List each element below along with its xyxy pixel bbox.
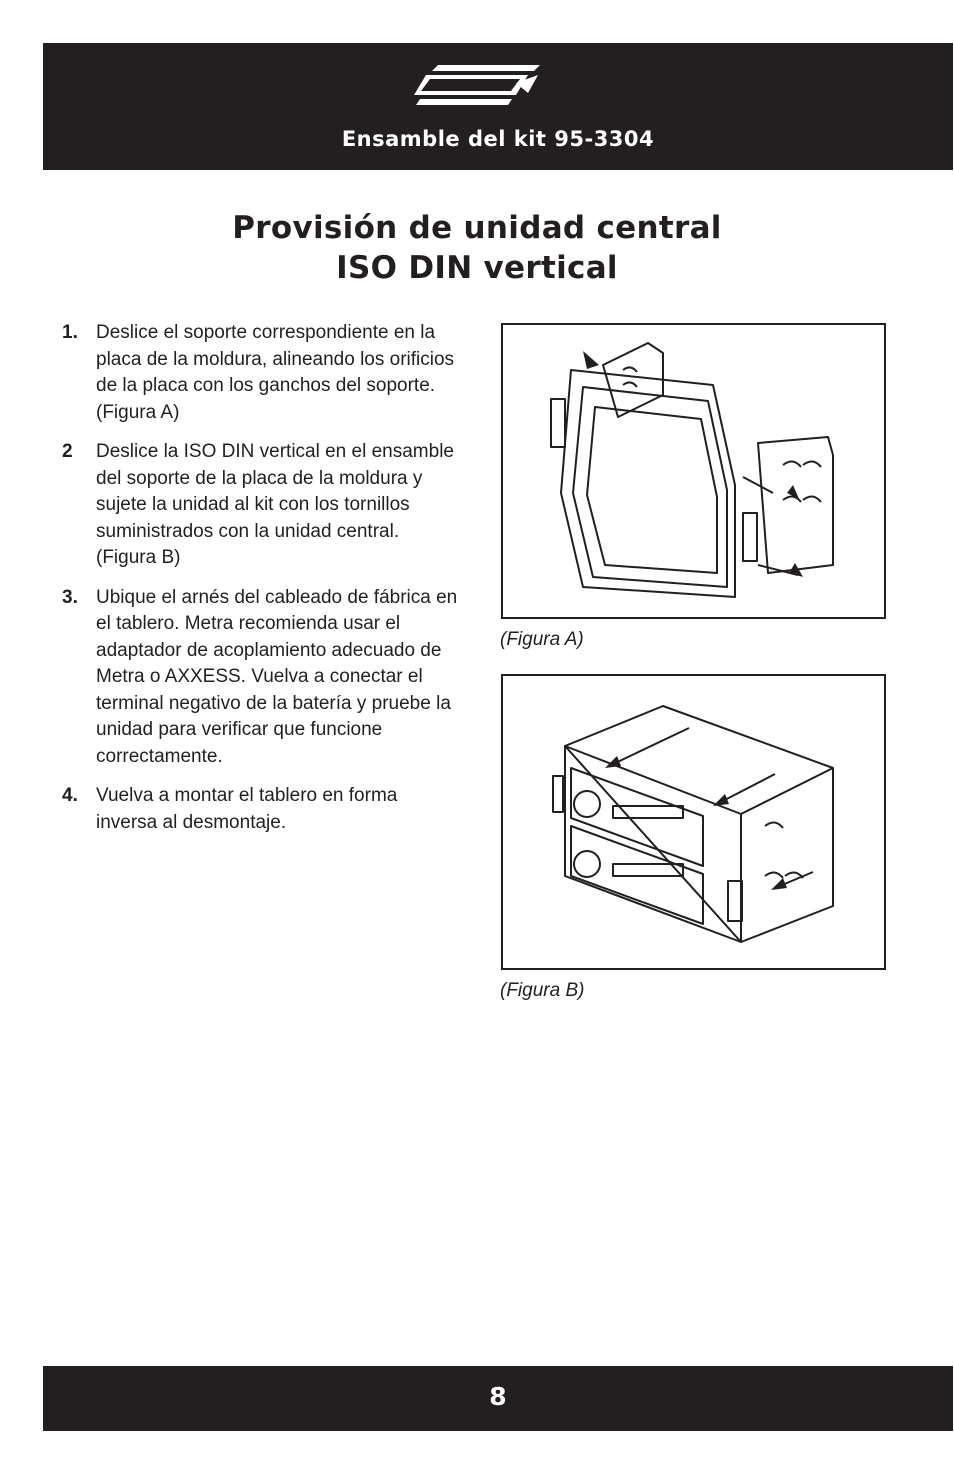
step-number: 2 (62, 441, 73, 462)
figure-b-illustration (501, 674, 886, 970)
figure-a-illustration (501, 323, 886, 619)
step-1 (62, 320, 462, 426)
step-3 (62, 585, 462, 771)
step-4 (62, 783, 462, 836)
instruction-steps (62, 320, 462, 849)
step-text: Deslice el soporte correspondiente en la placa de la moldura, alineando los orificios de la placa con los ganchos del soporte. (Figura A) (96, 322, 455, 423)
step-number: 1. (62, 322, 78, 343)
step-text: Ubique el arnés del cableado de fábrica en el tablero. Metra recomienda usar el adaptador de acoplamiento adecuado de Metra o AXXESS. Vuelva a conectar el terminal negativo de la batería y pruebe la unidad para verificar que funcione correctamente. (96, 586, 458, 767)
figure-b-caption: (Figura B) (500, 980, 585, 1001)
step-number: 3. (62, 586, 78, 608)
kit-title: Ensamble del kit 95-3304 (341, 127, 655, 151)
page-title-line-2: ISO DIN vertical (336, 250, 618, 286)
radio-installation-drawing (503, 676, 884, 968)
page-title-line-1: Provisión de unidad central (232, 210, 722, 246)
figure-a-caption: (Figura A) (500, 629, 584, 650)
footer-bar (43, 1366, 953, 1431)
trim-plate-bracket-drawing (503, 325, 884, 617)
step-text: Deslice la ISO DIN vertical en el ensamble del soporte de la placa de la moldura y sujete la unidad al kit con los tornillos suministrados con la unidad central. (Figura B) (96, 441, 454, 568)
header-bar (43, 43, 953, 170)
step-text: Vuelva a montar el tablero en forma inversa al desmontaje. (96, 785, 398, 833)
page-number: 8 (489, 1382, 507, 1411)
page-title (43, 208, 911, 288)
step-2 (62, 439, 462, 572)
metra-logo (412, 61, 540, 109)
step-number: 4. (62, 785, 78, 806)
